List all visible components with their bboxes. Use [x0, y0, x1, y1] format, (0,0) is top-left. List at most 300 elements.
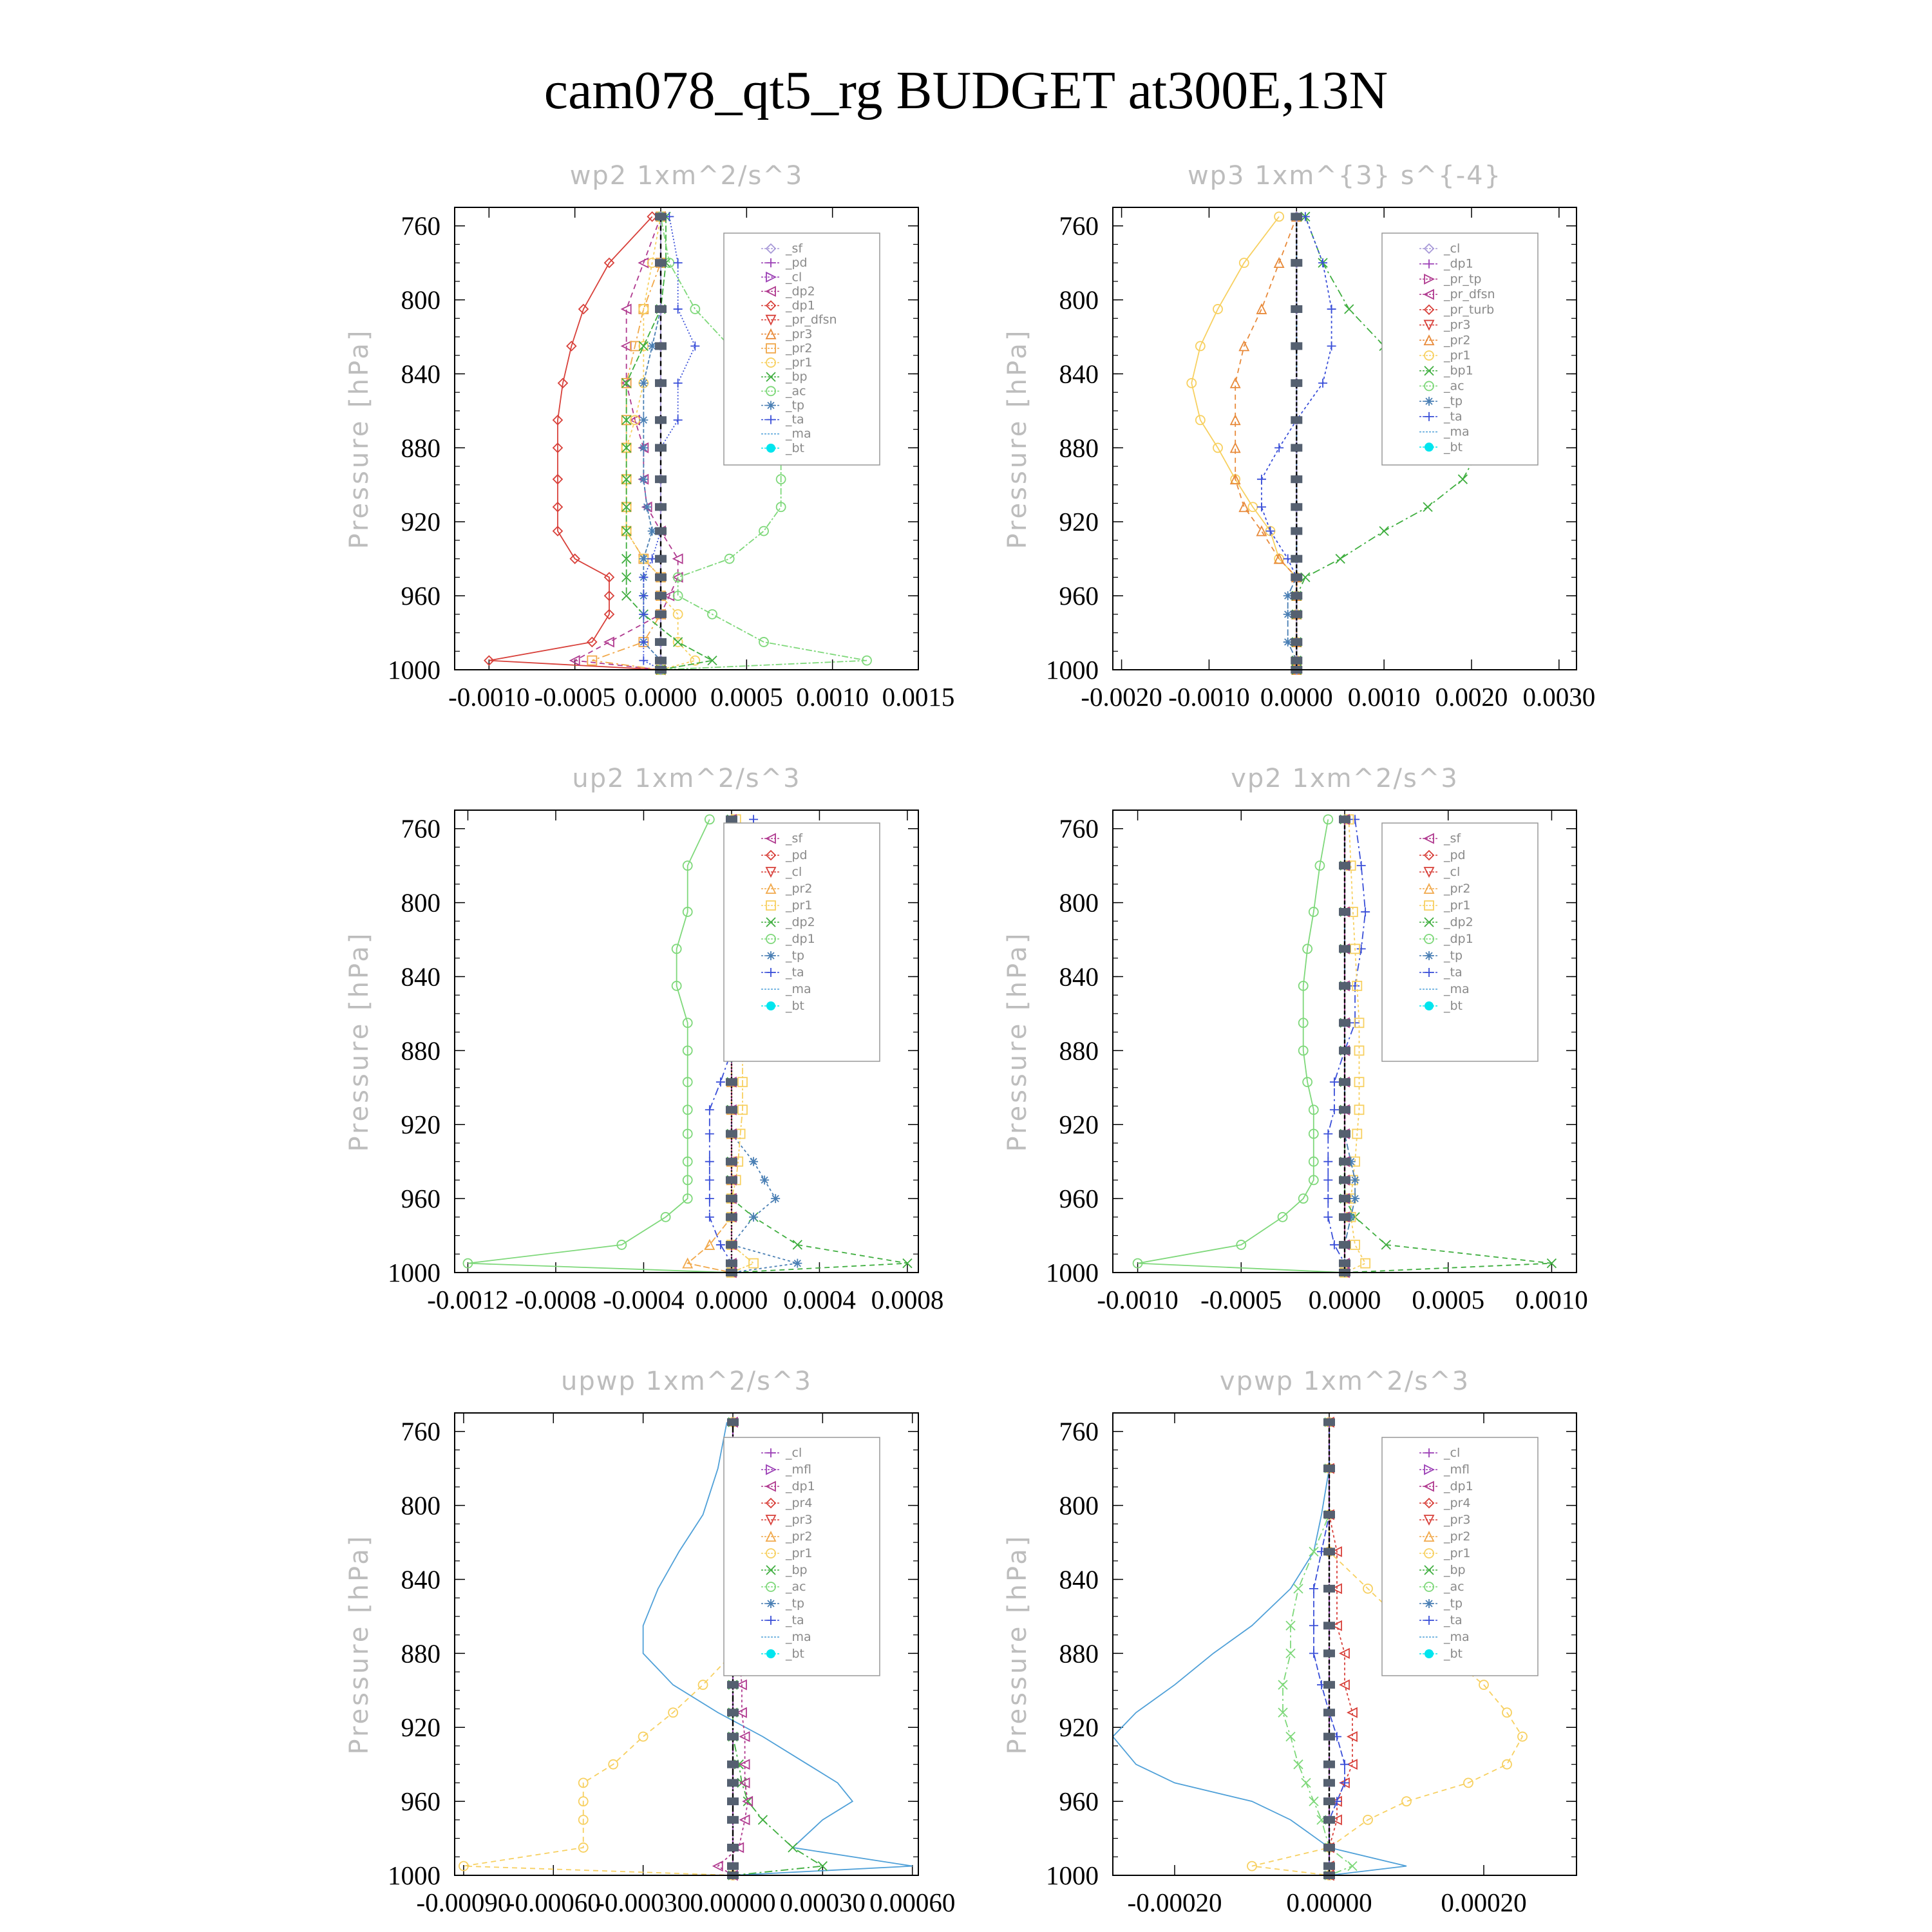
data-point: [1323, 1649, 1335, 1657]
data-point: [643, 502, 652, 511]
legend-entry: _pr4: [786, 1496, 813, 1510]
data-point: [655, 259, 667, 267]
legend-entry: _tp: [786, 1596, 805, 1611]
data-point: [1323, 1130, 1332, 1139]
data-point: [639, 554, 648, 564]
data-point: [1458, 475, 1467, 484]
y-tick-label: 920: [401, 1712, 440, 1743]
data-point: [1323, 1779, 1335, 1786]
data-point: [1350, 1175, 1359, 1184]
data-point: [705, 1130, 714, 1139]
legend-entry: _bp: [786, 1563, 808, 1577]
legend-entry: _pr2: [1444, 1530, 1471, 1544]
series-line: [1288, 216, 1297, 670]
x-tick-label: -0.0010: [448, 682, 530, 712]
x-tick-label: -0.0005: [1200, 1285, 1282, 1314]
legend-entry: _bt: [1444, 1647, 1463, 1661]
legend-entry: _mfl: [786, 1463, 811, 1477]
y-tick-label: 1000: [388, 655, 440, 685]
legend-entry: _tp: [786, 949, 805, 963]
legend-entry: _ac: [786, 384, 806, 399]
data-point: [1357, 944, 1366, 953]
series-pr1: [1187, 212, 1301, 674]
legend-entry: _pr_turb: [1444, 302, 1495, 317]
legend-entry: _pr2: [786, 882, 813, 896]
data-point: [1323, 1761, 1335, 1768]
data-point: [1323, 1681, 1335, 1689]
x-tick-label: 0.0000: [695, 1285, 768, 1314]
legend-entry: _cl: [1444, 865, 1461, 879]
series-line: [1235, 216, 1296, 670]
legend-entry: _bp: [786, 370, 808, 384]
data-point: [726, 1195, 737, 1202]
data-point: [727, 1418, 739, 1426]
x-tick-label: -0.0020: [1081, 682, 1162, 712]
data-point: [655, 342, 667, 350]
panel-title: wp2 1xm^2/s^3: [569, 161, 804, 191]
y-tick-label: 760: [401, 813, 440, 844]
data-point: [1257, 502, 1266, 511]
legend-entry: _pr2: [786, 1530, 813, 1544]
x-tick-label: 0.00030: [779, 1888, 866, 1917]
data-point: [1350, 815, 1359, 824]
data-point: [793, 1259, 802, 1268]
legend-marker: [766, 1001, 775, 1010]
data-point: [1323, 1194, 1332, 1203]
legend-marker: [766, 951, 775, 960]
x-tick-label: 0.00000: [1286, 1888, 1372, 1917]
data-point: [727, 1844, 739, 1852]
legend-marker: [1425, 1001, 1434, 1010]
data-point: [1323, 1709, 1335, 1716]
data-point: [726, 1106, 737, 1113]
data-point: [605, 638, 614, 647]
legend-entry: _mfl: [1444, 1463, 1470, 1477]
x-tick-label: 0.00060: [869, 1888, 956, 1917]
legend-entry: _dp1: [1444, 1479, 1473, 1493]
y-axis-label: Pressure [hPa]: [345, 328, 374, 549]
legend-entry: _cl: [786, 1446, 802, 1460]
y-tick-label: 960: [1059, 581, 1099, 611]
data-point: [1323, 1862, 1335, 1870]
y-tick-label: 960: [401, 1184, 440, 1214]
data-point: [771, 1194, 780, 1203]
data-point: [1309, 1547, 1318, 1556]
data-point: [1339, 1176, 1350, 1184]
data-point: [1327, 341, 1336, 350]
y-tick-label: 760: [401, 1416, 440, 1446]
series-line: [464, 1422, 748, 1875]
legend: [724, 233, 880, 465]
data-point: [1357, 861, 1366, 870]
legend-entry: _tp: [1444, 1596, 1463, 1611]
legend: [1382, 1437, 1538, 1676]
data-point: [1361, 1259, 1370, 1268]
data-point: [1345, 305, 1354, 314]
data-point: [1402, 1797, 1411, 1806]
legend-entry: _bt: [786, 440, 805, 455]
legend-entry: _pr1: [1444, 1546, 1471, 1560]
series-line: [1113, 1422, 1406, 1875]
legend: [724, 823, 880, 1061]
x-tick-label: 0.0030: [1522, 682, 1596, 712]
y-tick-label: 1000: [388, 1258, 440, 1287]
y-tick-label: 880: [1059, 1638, 1099, 1669]
y-tick-label: 840: [401, 1564, 440, 1595]
legend-entry: _pd: [1444, 848, 1466, 862]
legend-entry: _sf: [1444, 831, 1461, 846]
panel-wp3: [1003, 161, 1595, 712]
legend-entry: _cl: [786, 270, 802, 285]
data-point: [1323, 1213, 1332, 1222]
legend-entry: _tp: [786, 398, 805, 413]
legend-entry: _pr_dfsn: [786, 312, 837, 327]
panel-title: wp3 1xm^{3} s^{-4}: [1187, 161, 1502, 191]
data-point: [1323, 1418, 1335, 1426]
series-bp: [1278, 1417, 1357, 1880]
legend-marker: [1425, 1649, 1434, 1658]
legend-entry: _ma: [1444, 1630, 1470, 1644]
data-point: [1274, 443, 1283, 452]
x-tick-label: 0.0000: [624, 682, 697, 712]
y-tick-label: 1000: [1046, 655, 1099, 685]
data-point: [1309, 1797, 1318, 1806]
data-point: [655, 611, 667, 618]
y-axis-label: Pressure [hPa]: [345, 931, 374, 1152]
data-point: [1240, 502, 1249, 511]
data-point: [1339, 1078, 1350, 1086]
legend-marker: [766, 444, 775, 453]
data-point: [1323, 1622, 1335, 1629]
x-tick-label: -0.0005: [534, 682, 616, 712]
data-point: [655, 657, 667, 665]
x-tick-label: -0.00090: [416, 1888, 511, 1917]
series-line: [627, 216, 712, 670]
data-point: [1302, 1778, 1311, 1787]
data-point: [1330, 1077, 1339, 1086]
y-tick-label: 760: [1059, 813, 1099, 844]
data-point: [1339, 1046, 1350, 1054]
data-point: [639, 1732, 648, 1741]
data-point: [1309, 1649, 1318, 1658]
data-point: [1291, 475, 1302, 483]
x-tick-label: -0.0010: [1097, 1285, 1179, 1314]
data-point: [674, 258, 683, 267]
data-point: [1330, 1105, 1339, 1114]
data-point: [726, 1130, 737, 1138]
legend-entry: _ma: [1444, 982, 1470, 996]
data-point: [1339, 1195, 1350, 1202]
x-tick-label: -0.0008: [515, 1285, 597, 1314]
data-point: [727, 1761, 739, 1768]
data-point: [1361, 907, 1370, 916]
data-point: [1339, 815, 1350, 823]
y-tick-label: 1000: [388, 1861, 440, 1890]
legend-entry: _pr2: [1444, 882, 1471, 896]
data-point: [655, 503, 667, 511]
data-point: [1339, 1213, 1350, 1221]
data-point: [655, 592, 667, 600]
x-tick-label: 0.0004: [783, 1285, 856, 1314]
panel-vp2: [1003, 764, 1588, 1314]
x-tick-label: 0.0010: [1347, 682, 1421, 712]
legend-entry: _tp: [1444, 394, 1463, 409]
series-line: [1138, 819, 1345, 1273]
legend-entry: _pr_dfsn: [1444, 287, 1495, 302]
data-point: [1327, 305, 1336, 314]
data-point: [1339, 1130, 1350, 1138]
data-point: [1294, 1760, 1303, 1769]
legend-entry: _ta: [1444, 965, 1463, 980]
data-point: [639, 443, 648, 452]
data-point: [716, 1240, 725, 1249]
legend-entry: _pr1: [786, 1546, 813, 1560]
y-tick-label: 880: [401, 1036, 440, 1066]
legend-entry: _pr1: [786, 898, 813, 913]
data-point: [1291, 657, 1302, 665]
legend-entry: _ta: [1444, 409, 1463, 424]
y-tick-label: 920: [401, 507, 440, 537]
legend-entry: _ta: [786, 1613, 804, 1627]
legend: [1382, 823, 1538, 1061]
data-point: [1294, 1584, 1303, 1593]
data-point: [1339, 862, 1350, 869]
y-axis-label: Pressure [hPa]: [1003, 931, 1032, 1152]
data-point: [727, 1779, 739, 1786]
x-tick-label: 0.0010: [796, 682, 869, 712]
data-point: [1318, 379, 1327, 388]
data-point: [690, 341, 699, 350]
legend-entry: _ma: [786, 982, 811, 996]
data-point: [639, 656, 648, 665]
panel-upwp: [345, 1367, 955, 1917]
legend-entry: _pr_tp: [1444, 272, 1482, 287]
legend-entry: _ac: [1444, 1580, 1464, 1594]
legend-entry: _pr3: [1444, 1513, 1471, 1527]
data-point: [655, 444, 667, 451]
y-tick-label: 920: [1059, 1712, 1099, 1743]
legend-entry: _tp: [1444, 949, 1463, 963]
figure-title: cam078_qt5_rg BUDGET at300E,13N: [544, 61, 1388, 120]
y-tick-label: 800: [1059, 1490, 1099, 1520]
data-point: [1286, 1649, 1295, 1658]
data-point: [760, 1175, 769, 1184]
data-point: [1291, 503, 1302, 511]
data-point: [1339, 1019, 1350, 1027]
data-point: [1340, 1778, 1349, 1787]
data-point: [1323, 1733, 1335, 1741]
series-line: [1283, 1422, 1352, 1875]
x-tick-label: 0.00000: [690, 1888, 776, 1917]
data-point: [655, 527, 667, 535]
legend: [1382, 233, 1538, 465]
data-point: [1323, 1175, 1332, 1184]
data-point: [1291, 573, 1302, 581]
data-point: [674, 379, 683, 388]
y-tick-label: 960: [1059, 1184, 1099, 1214]
data-point: [1379, 527, 1388, 536]
data-point: [726, 1078, 737, 1086]
legend-marker: [766, 401, 775, 410]
data-point: [726, 815, 737, 823]
legend-entry: _dp1: [1444, 256, 1473, 271]
series-dp1: [463, 815, 735, 1277]
x-tick-label: -0.0012: [427, 1285, 509, 1314]
data-point: [1323, 1464, 1335, 1472]
data-point: [1257, 527, 1266, 536]
data-point: [1291, 342, 1302, 350]
data-point: [1291, 379, 1302, 387]
y-tick-label: 800: [401, 1490, 440, 1520]
y-tick-label: 800: [1059, 887, 1099, 918]
data-point: [727, 1862, 739, 1870]
y-tick-label: 1000: [1046, 1258, 1099, 1287]
data-point: [1309, 1584, 1318, 1593]
data-point: [639, 475, 648, 484]
data-point: [705, 1157, 714, 1166]
data-point: [726, 1176, 737, 1184]
panel-title: up2 1xm^2/s^3: [572, 764, 801, 793]
legend-entry: _pr4: [1444, 1496, 1471, 1510]
y-tick-label: 880: [401, 1638, 440, 1669]
legend-entry: _dp1: [786, 1479, 815, 1493]
legend-entry: _cl: [1444, 242, 1461, 256]
data-point: [726, 1213, 737, 1221]
data-point: [727, 1733, 739, 1741]
data-point: [674, 305, 683, 314]
data-point: [655, 555, 667, 563]
data-point: [759, 527, 768, 536]
y-tick-label: 840: [1059, 961, 1099, 992]
panel-title: vp2 1xm^2/s^3: [1231, 764, 1459, 793]
legend-entry: _pd: [786, 848, 808, 862]
panel-vpwp: [1003, 1367, 1577, 1917]
data-point: [1291, 305, 1302, 313]
data-point: [1330, 1240, 1339, 1249]
data-point: [758, 1815, 767, 1824]
legend-entry: _ta: [786, 965, 804, 980]
legend: [724, 1437, 880, 1676]
series-dp1: [484, 212, 665, 674]
legend-entry: _bp1: [1444, 363, 1473, 378]
data-point: [1257, 475, 1266, 484]
series-pr1: [459, 1417, 752, 1880]
data-point: [705, 1175, 714, 1184]
data-point: [727, 1709, 739, 1716]
data-point: [1291, 592, 1302, 600]
x-tick-label: 0.0020: [1435, 682, 1508, 712]
y-tick-label: 880: [401, 433, 440, 463]
data-point: [1323, 1797, 1335, 1805]
data-point: [1339, 982, 1350, 990]
legend-entry: _pd: [786, 256, 808, 270]
legend-entry: _dp2: [786, 284, 815, 299]
data-point: [1291, 527, 1302, 535]
x-tick-label: -0.0010: [1168, 682, 1250, 712]
panel-up2: [345, 764, 943, 1314]
data-point: [749, 1157, 758, 1166]
data-point: [655, 379, 667, 387]
data-point: [655, 416, 667, 424]
data-point: [726, 1158, 737, 1166]
data-point: [1502, 1760, 1511, 1769]
y-tick-label: 840: [401, 359, 440, 389]
data-point: [1323, 1844, 1335, 1852]
series-pr2: [1231, 212, 1301, 674]
legend-entry: _bt: [1444, 999, 1463, 1013]
series-line: [468, 819, 731, 1273]
legend-marker: [1425, 397, 1434, 406]
data-point: [655, 213, 667, 220]
legend-entry: _pr1: [1444, 348, 1471, 363]
x-tick-label: -0.00060: [506, 1888, 601, 1917]
legend-entry: _dp1: [786, 298, 815, 313]
data-point: [639, 379, 648, 388]
legend-entry: _cl: [786, 865, 802, 879]
x-tick-label: -0.00030: [596, 1888, 691, 1917]
legend-entry: _dp2: [786, 915, 815, 929]
legend-entry: _pr3: [786, 1513, 813, 1527]
series-tp: [1283, 212, 1302, 674]
legend-entry: _ta: [786, 412, 804, 427]
data-point: [1350, 981, 1359, 990]
data-point: [1291, 416, 1302, 424]
data-point: [705, 1105, 714, 1114]
y-tick-label: 760: [1059, 211, 1099, 241]
data-point: [655, 305, 667, 313]
data-point: [1339, 1241, 1350, 1249]
data-point: [1291, 611, 1302, 618]
y-tick-label: 840: [1059, 359, 1099, 389]
data-point: [1336, 554, 1345, 564]
x-tick-label: -0.0004: [603, 1285, 685, 1314]
legend-entry: _pr3: [1444, 317, 1471, 332]
data-point: [1339, 1158, 1350, 1166]
y-axis-label: Pressure [hPa]: [1003, 1533, 1032, 1755]
y-tick-label: 920: [401, 1110, 440, 1140]
legend-entry: _ma: [1444, 424, 1470, 439]
series-line: [643, 216, 695, 670]
series-line: [1191, 216, 1296, 670]
legend-entry: _bt: [786, 999, 805, 1013]
legend-entry: _bp: [1444, 1563, 1466, 1577]
legend-entry: _pr2: [786, 341, 813, 355]
data-point: [1309, 1621, 1318, 1630]
data-point: [726, 1260, 737, 1267]
panel-wp2: [345, 161, 954, 712]
data-point: [1339, 945, 1350, 952]
data-point: [1423, 502, 1432, 511]
data-point: [1291, 259, 1302, 267]
data-point: [690, 305, 699, 314]
y-tick-label: 960: [401, 1786, 440, 1817]
y-tick-label: 920: [1059, 1110, 1099, 1140]
data-point: [1348, 1708, 1357, 1717]
y-tick-label: 960: [1059, 1786, 1099, 1817]
legend-entry: _pr1: [786, 355, 813, 370]
x-tick-label: 0.0000: [1308, 1285, 1381, 1314]
data-point: [655, 475, 667, 483]
x-tick-label: -0.00020: [1127, 1888, 1222, 1917]
legend-entry: _ac: [786, 1580, 806, 1594]
data-point: [726, 1241, 737, 1249]
legend-entry: _pr3: [786, 327, 813, 341]
data-point: [1291, 213, 1302, 220]
x-tick-label: 0.00020: [1441, 1888, 1527, 1917]
legend-entry: _sf: [786, 831, 803, 846]
data-point: [1339, 1106, 1350, 1113]
y-axis-label: Pressure [hPa]: [1003, 328, 1032, 549]
